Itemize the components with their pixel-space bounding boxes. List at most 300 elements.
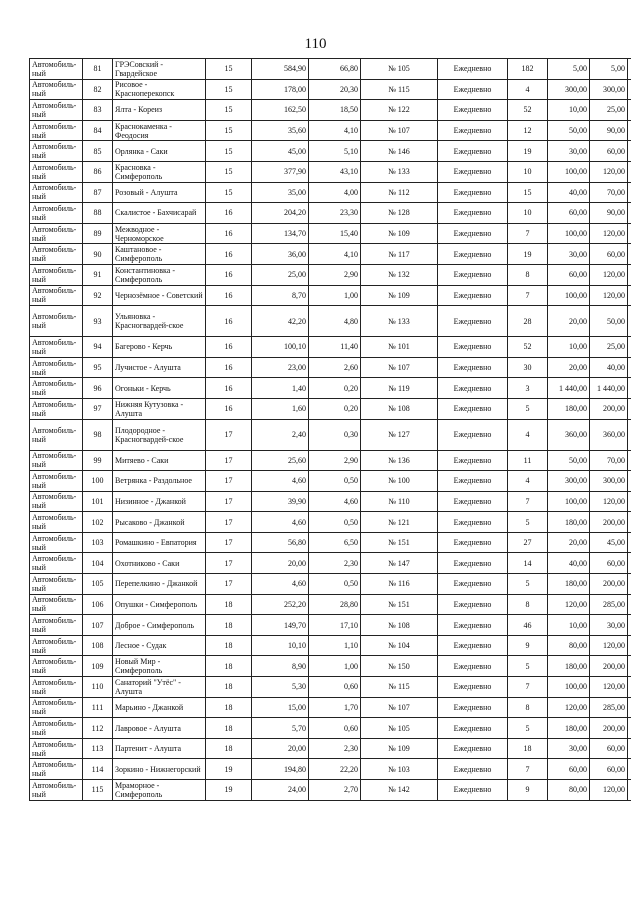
route-name-cell: Марьино - Джанкой <box>113 697 206 718</box>
route-name-cell: Огоньки - Керчь <box>113 378 206 399</box>
permit-number-cell: № 100 <box>361 471 438 492</box>
permit-number-cell: № 107 <box>361 120 438 141</box>
route-name-cell: Орлянка - Саки <box>113 141 206 162</box>
route-number-cell: 82 <box>83 79 113 100</box>
routes-table-body <box>30 59 631 801</box>
schedule-cell: Ежедневно <box>438 491 508 512</box>
route-class-cell: 17 <box>206 574 252 595</box>
route-time-cell: 0,20 <box>309 398 361 419</box>
schedule-cell: Ежедневно <box>438 718 508 739</box>
total-cell: 300,00 <box>590 79 628 100</box>
route-number-cell: 100 <box>83 471 113 492</box>
route-length-cell: 4,60 <box>252 574 309 595</box>
route-class-cell: 16 <box>206 306 252 337</box>
route-number-cell: 101 <box>83 491 113 512</box>
route-class-cell: 16 <box>206 398 252 419</box>
route-class-cell: 17 <box>206 491 252 512</box>
table-row <box>30 450 631 471</box>
table-row <box>30 398 631 419</box>
route-time-cell: 0,50 <box>309 512 361 533</box>
route-length-cell: 204,20 <box>252 203 309 224</box>
route-class-cell: 15 <box>206 79 252 100</box>
empty-cell <box>628 244 631 265</box>
total-cell: 360,00 <box>590 419 628 450</box>
schedule-cell: Ежедневно <box>438 635 508 656</box>
route-class-cell: 16 <box>206 264 252 285</box>
schedule-cell: Ежедневно <box>438 161 508 182</box>
empty-cell <box>628 120 631 141</box>
empty-cell <box>628 553 631 574</box>
empty-cell <box>628 656 631 677</box>
route-name-cell: Опушки - Симферополь <box>113 594 206 615</box>
trip-count-cell: 7 <box>508 223 548 244</box>
route-length-cell: 5,70 <box>252 718 309 739</box>
route-time-cell: 1,70 <box>309 697 361 718</box>
schedule-cell: Ежедневно <box>438 223 508 244</box>
schedule-cell: Ежедневно <box>438 79 508 100</box>
total-cell: 90,00 <box>590 120 628 141</box>
permit-number-cell: № 107 <box>361 357 438 378</box>
price-cell: 10,00 <box>548 615 590 636</box>
route-time-cell: 2,30 <box>309 738 361 759</box>
table-row <box>30 738 631 759</box>
route-length-cell: 134,70 <box>252 223 309 244</box>
route-number-cell: 94 <box>83 337 113 358</box>
schedule-cell: Ежедневно <box>438 697 508 718</box>
route-name-cell: Константиновка - Симферополь <box>113 264 206 285</box>
route-number-cell: 109 <box>83 656 113 677</box>
permit-number-cell: № 112 <box>361 182 438 203</box>
price-cell: 20,00 <box>548 532 590 553</box>
route-length-cell: 252,20 <box>252 594 309 615</box>
total-cell: 60,00 <box>590 141 628 162</box>
permit-number-cell: № 104 <box>361 635 438 656</box>
route-time-cell: 11,40 <box>309 337 361 358</box>
permit-number-cell: № 108 <box>361 615 438 636</box>
route-length-cell: 1,40 <box>252 378 309 399</box>
route-type-cell: Автомобиль-ный <box>30 471 83 492</box>
route-length-cell: 35,60 <box>252 120 309 141</box>
route-number-cell: 90 <box>83 244 113 265</box>
empty-cell <box>628 491 631 512</box>
route-type-cell: Автомобиль-ный <box>30 656 83 677</box>
schedule-cell: Ежедневно <box>438 759 508 780</box>
price-cell: 40,00 <box>548 182 590 203</box>
route-type-cell: Автомобиль-ный <box>30 738 83 759</box>
table-row <box>30 656 631 677</box>
route-length-cell: 4,60 <box>252 512 309 533</box>
table-row <box>30 574 631 595</box>
route-name-cell: Санаторий "Утёс" - Алушта <box>113 677 206 698</box>
table-row <box>30 553 631 574</box>
route-type-cell: Автомобиль-ный <box>30 264 83 285</box>
route-name-cell: Лавровое - Алушта <box>113 718 206 739</box>
route-type-cell: Автомобиль-ный <box>30 141 83 162</box>
route-length-cell: 23,00 <box>252 357 309 378</box>
route-type-cell: Автомобиль-ный <box>30 59 83 80</box>
route-time-cell: 0,60 <box>309 718 361 739</box>
route-class-cell: 17 <box>206 512 252 533</box>
permit-number-cell: № 122 <box>361 100 438 121</box>
route-length-cell: 100,10 <box>252 337 309 358</box>
empty-cell <box>628 306 631 337</box>
total-cell: 70,00 <box>590 182 628 203</box>
total-cell: 40,00 <box>590 357 628 378</box>
route-class-cell: 17 <box>206 450 252 471</box>
price-cell: 30,00 <box>548 244 590 265</box>
trip-count-cell: 10 <box>508 161 548 182</box>
route-number-cell: 110 <box>83 677 113 698</box>
empty-cell <box>628 59 631 80</box>
route-length-cell: 8,70 <box>252 285 309 306</box>
route-class-cell: 15 <box>206 120 252 141</box>
total-cell: 200,00 <box>590 574 628 595</box>
price-cell: 60,00 <box>548 264 590 285</box>
route-type-cell: Автомобиль-ный <box>30 594 83 615</box>
empty-cell <box>628 532 631 553</box>
trip-count-cell: 18 <box>508 738 548 759</box>
route-length-cell: 25,60 <box>252 450 309 471</box>
route-length-cell: 162,50 <box>252 100 309 121</box>
route-name-cell: Партенит - Алушта <box>113 738 206 759</box>
table-row <box>30 182 631 203</box>
route-name-cell: Лучистое - Алушта <box>113 357 206 378</box>
schedule-cell: Ежедневно <box>438 738 508 759</box>
route-length-cell: 20,00 <box>252 553 309 574</box>
route-class-cell: 16 <box>206 337 252 358</box>
route-length-cell: 25,00 <box>252 264 309 285</box>
route-class-cell: 16 <box>206 203 252 224</box>
route-number-cell: 85 <box>83 141 113 162</box>
table-row <box>30 203 631 224</box>
trip-count-cell: 5 <box>508 574 548 595</box>
route-name-cell: Охотниково - Саки <box>113 553 206 574</box>
total-cell: 200,00 <box>590 656 628 677</box>
total-cell: 200,00 <box>590 398 628 419</box>
permit-number-cell: № 150 <box>361 656 438 677</box>
route-length-cell: 42,20 <box>252 306 309 337</box>
trip-count-cell: 7 <box>508 491 548 512</box>
route-number-cell: 115 <box>83 780 113 801</box>
schedule-cell: Ежедневно <box>438 419 508 450</box>
empty-cell <box>628 677 631 698</box>
price-cell: 100,00 <box>548 491 590 512</box>
route-type-cell: Автомобиль-ный <box>30 780 83 801</box>
schedule-cell: Ежедневно <box>438 615 508 636</box>
route-length-cell: 2,40 <box>252 419 309 450</box>
trip-count-cell: 27 <box>508 532 548 553</box>
table-row <box>30 244 631 265</box>
route-type-cell: Автомобиль-ный <box>30 100 83 121</box>
schedule-cell: Ежедневно <box>438 594 508 615</box>
empty-cell <box>628 718 631 739</box>
route-length-cell: 8,90 <box>252 656 309 677</box>
route-name-cell: Скалистое - Бахчисарай <box>113 203 206 224</box>
table-row <box>30 532 631 553</box>
trip-count-cell: 9 <box>508 780 548 801</box>
trip-count-cell: 5 <box>508 656 548 677</box>
table-row <box>30 378 631 399</box>
price-cell: 50,00 <box>548 120 590 141</box>
table-row <box>30 79 631 100</box>
empty-cell <box>628 79 631 100</box>
route-name-cell: Ульяновка - Красногвардей-ское <box>113 306 206 337</box>
price-cell: 50,00 <box>548 450 590 471</box>
trip-count-cell: 7 <box>508 285 548 306</box>
price-cell: 360,00 <box>548 419 590 450</box>
route-time-cell: 28,80 <box>309 594 361 615</box>
price-cell: 100,00 <box>548 223 590 244</box>
route-time-cell: 2,90 <box>309 450 361 471</box>
route-time-cell: 23,30 <box>309 203 361 224</box>
table-row <box>30 141 631 162</box>
trip-count-cell: 5 <box>508 398 548 419</box>
route-number-cell: 86 <box>83 161 113 182</box>
route-length-cell: 377,90 <box>252 161 309 182</box>
price-cell: 80,00 <box>548 635 590 656</box>
price-cell: 1 440,00 <box>548 378 590 399</box>
route-number-cell: 105 <box>83 574 113 595</box>
trip-count-cell: 5 <box>508 718 548 739</box>
route-class-cell: 18 <box>206 738 252 759</box>
empty-cell <box>628 780 631 801</box>
total-cell: 120,00 <box>590 780 628 801</box>
table-row <box>30 635 631 656</box>
trip-count-cell: 3 <box>508 378 548 399</box>
total-cell: 120,00 <box>590 223 628 244</box>
permit-number-cell: № 110 <box>361 491 438 512</box>
total-cell: 300,00 <box>590 471 628 492</box>
price-cell: 100,00 <box>548 285 590 306</box>
route-time-cell: 2,60 <box>309 357 361 378</box>
total-cell: 120,00 <box>590 264 628 285</box>
permit-number-cell: № 108 <box>361 398 438 419</box>
route-time-cell: 0,60 <box>309 677 361 698</box>
route-type-cell: Автомобиль-ный <box>30 635 83 656</box>
route-class-cell: 16 <box>206 244 252 265</box>
price-cell: 180,00 <box>548 398 590 419</box>
table-row <box>30 491 631 512</box>
route-number-cell: 106 <box>83 594 113 615</box>
route-type-cell: Автомобиль-ный <box>30 532 83 553</box>
route-class-cell: 15 <box>206 59 252 80</box>
schedule-cell: Ежедневно <box>438 512 508 533</box>
price-cell: 180,00 <box>548 656 590 677</box>
route-number-cell: 96 <box>83 378 113 399</box>
schedule-cell: Ежедневно <box>438 398 508 419</box>
route-class-cell: 16 <box>206 223 252 244</box>
empty-cell <box>628 738 631 759</box>
empty-cell <box>628 574 631 595</box>
table-row <box>30 337 631 358</box>
route-class-cell: 16 <box>206 357 252 378</box>
table-row <box>30 594 631 615</box>
route-name-cell: Краснокаменка - Феодосия <box>113 120 206 141</box>
permit-number-cell: № 128 <box>361 203 438 224</box>
route-time-cell: 66,80 <box>309 59 361 80</box>
permit-number-cell: № 132 <box>361 264 438 285</box>
route-time-cell: 15,40 <box>309 223 361 244</box>
route-type-cell: Автомобиль-ный <box>30 120 83 141</box>
schedule-cell: Ежедневно <box>438 378 508 399</box>
total-cell: 120,00 <box>590 635 628 656</box>
table-row <box>30 718 631 739</box>
price-cell: 60,00 <box>548 203 590 224</box>
schedule-cell: Ежедневно <box>438 553 508 574</box>
price-cell: 120,00 <box>548 594 590 615</box>
route-time-cell: 0,30 <box>309 419 361 450</box>
permit-number-cell: № 119 <box>361 378 438 399</box>
price-cell: 60,00 <box>548 759 590 780</box>
route-name-cell: Рисовое - Красноперекопск <box>113 79 206 100</box>
trip-count-cell: 15 <box>508 182 548 203</box>
table-row <box>30 264 631 285</box>
route-type-cell: Автомобиль-ный <box>30 574 83 595</box>
schedule-cell: Ежедневно <box>438 203 508 224</box>
route-type-cell: Автомобиль-ный <box>30 398 83 419</box>
schedule-cell: Ежедневно <box>438 337 508 358</box>
empty-cell <box>628 285 631 306</box>
route-class-cell: 18 <box>206 697 252 718</box>
table-row <box>30 100 631 121</box>
trip-count-cell: 8 <box>508 264 548 285</box>
route-class-cell: 16 <box>206 378 252 399</box>
route-number-cell: 89 <box>83 223 113 244</box>
permit-number-cell: № 133 <box>361 306 438 337</box>
route-class-cell: 18 <box>206 615 252 636</box>
route-time-cell: 0,20 <box>309 378 361 399</box>
permit-number-cell: № 109 <box>361 285 438 306</box>
route-class-cell: 15 <box>206 100 252 121</box>
trip-count-cell: 14 <box>508 553 548 574</box>
route-time-cell: 5,10 <box>309 141 361 162</box>
route-type-cell: Автомобиль-ный <box>30 79 83 100</box>
route-time-cell: 1,10 <box>309 635 361 656</box>
trip-count-cell: 9 <box>508 635 548 656</box>
empty-cell <box>628 471 631 492</box>
route-type-cell: Автомобиль-ный <box>30 306 83 337</box>
route-number-cell: 84 <box>83 120 113 141</box>
route-class-cell: 15 <box>206 161 252 182</box>
empty-cell <box>628 615 631 636</box>
total-cell: 1 440,00 <box>590 378 628 399</box>
route-type-cell: Автомобиль-ный <box>30 491 83 512</box>
route-type-cell: Автомобиль-ный <box>30 512 83 533</box>
permit-number-cell: № 105 <box>361 59 438 80</box>
total-cell: 5,00 <box>590 59 628 80</box>
permit-number-cell: № 146 <box>361 141 438 162</box>
empty-cell <box>628 141 631 162</box>
trip-count-cell: 7 <box>508 677 548 698</box>
route-name-cell: Ромашкино - Евпатория <box>113 532 206 553</box>
empty-cell <box>628 450 631 471</box>
route-length-cell: 56,80 <box>252 532 309 553</box>
schedule-cell: Ежедневно <box>438 357 508 378</box>
schedule-cell: Ежедневно <box>438 450 508 471</box>
price-cell: 180,00 <box>548 718 590 739</box>
route-type-cell: Автомобиль-ный <box>30 615 83 636</box>
permit-number-cell: № 151 <box>361 594 438 615</box>
routes-table <box>29 58 631 801</box>
permit-number-cell: № 107 <box>361 697 438 718</box>
route-number-cell: 91 <box>83 264 113 285</box>
route-class-cell: 17 <box>206 532 252 553</box>
permit-number-cell: № 109 <box>361 223 438 244</box>
route-name-cell: Рысаково - Джанкой <box>113 512 206 533</box>
route-name-cell: Доброе - Симферополь <box>113 615 206 636</box>
trip-count-cell: 19 <box>508 244 548 265</box>
route-name-cell: Лесное - Судак <box>113 635 206 656</box>
route-type-cell: Автомобиль-ный <box>30 182 83 203</box>
route-class-cell: 18 <box>206 594 252 615</box>
trip-count-cell: 46 <box>508 615 548 636</box>
route-length-cell: 24,00 <box>252 780 309 801</box>
route-number-cell: 98 <box>83 419 113 450</box>
permit-number-cell: № 109 <box>361 738 438 759</box>
route-name-cell: Розовый - Алушта <box>113 182 206 203</box>
route-type-cell: Автомобиль-ный <box>30 718 83 739</box>
route-length-cell: 194,80 <box>252 759 309 780</box>
table-row <box>30 419 631 450</box>
trip-count-cell: 182 <box>508 59 548 80</box>
total-cell: 120,00 <box>590 285 628 306</box>
route-time-cell: 2,90 <box>309 264 361 285</box>
route-type-cell: Автомобиль-ный <box>30 759 83 780</box>
trip-count-cell: 11 <box>508 450 548 471</box>
empty-cell <box>628 203 631 224</box>
route-time-cell: 4,80 <box>309 306 361 337</box>
permit-number-cell: № 117 <box>361 244 438 265</box>
route-name-cell: Митяево - Саки <box>113 450 206 471</box>
schedule-cell: Ежедневно <box>438 285 508 306</box>
price-cell: 120,00 <box>548 697 590 718</box>
total-cell: 120,00 <box>590 161 628 182</box>
route-time-cell: 4,00 <box>309 182 361 203</box>
price-cell: 180,00 <box>548 574 590 595</box>
route-name-cell: Перепелкино - Джанкой <box>113 574 206 595</box>
route-time-cell: 17,10 <box>309 615 361 636</box>
route-length-cell: 1,60 <box>252 398 309 419</box>
route-name-cell: Плодородное - Красногвардей-ское <box>113 419 206 450</box>
route-time-cell: 43,10 <box>309 161 361 182</box>
route-number-cell: 95 <box>83 357 113 378</box>
schedule-cell: Ежедневно <box>438 656 508 677</box>
total-cell: 285,00 <box>590 594 628 615</box>
route-length-cell: 10,10 <box>252 635 309 656</box>
route-time-cell: 0,50 <box>309 574 361 595</box>
empty-cell <box>628 100 631 121</box>
trip-count-cell: 19 <box>508 141 548 162</box>
route-class-cell: 18 <box>206 656 252 677</box>
table-row <box>30 357 631 378</box>
total-cell: 60,00 <box>590 759 628 780</box>
total-cell: 60,00 <box>590 553 628 574</box>
total-cell: 60,00 <box>590 244 628 265</box>
route-length-cell: 35,00 <box>252 182 309 203</box>
page-number: 110 <box>304 36 327 52</box>
price-cell: 10,00 <box>548 100 590 121</box>
route-number-cell: 113 <box>83 738 113 759</box>
schedule-cell: Ежедневно <box>438 574 508 595</box>
permit-number-cell: № 142 <box>361 780 438 801</box>
route-type-cell: Автомобиль-ный <box>30 203 83 224</box>
empty-cell <box>628 398 631 419</box>
route-type-cell: Автомобиль-ный <box>30 357 83 378</box>
route-time-cell: 2,30 <box>309 553 361 574</box>
route-length-cell: 45,00 <box>252 141 309 162</box>
table-row <box>30 615 631 636</box>
table-row <box>30 223 631 244</box>
